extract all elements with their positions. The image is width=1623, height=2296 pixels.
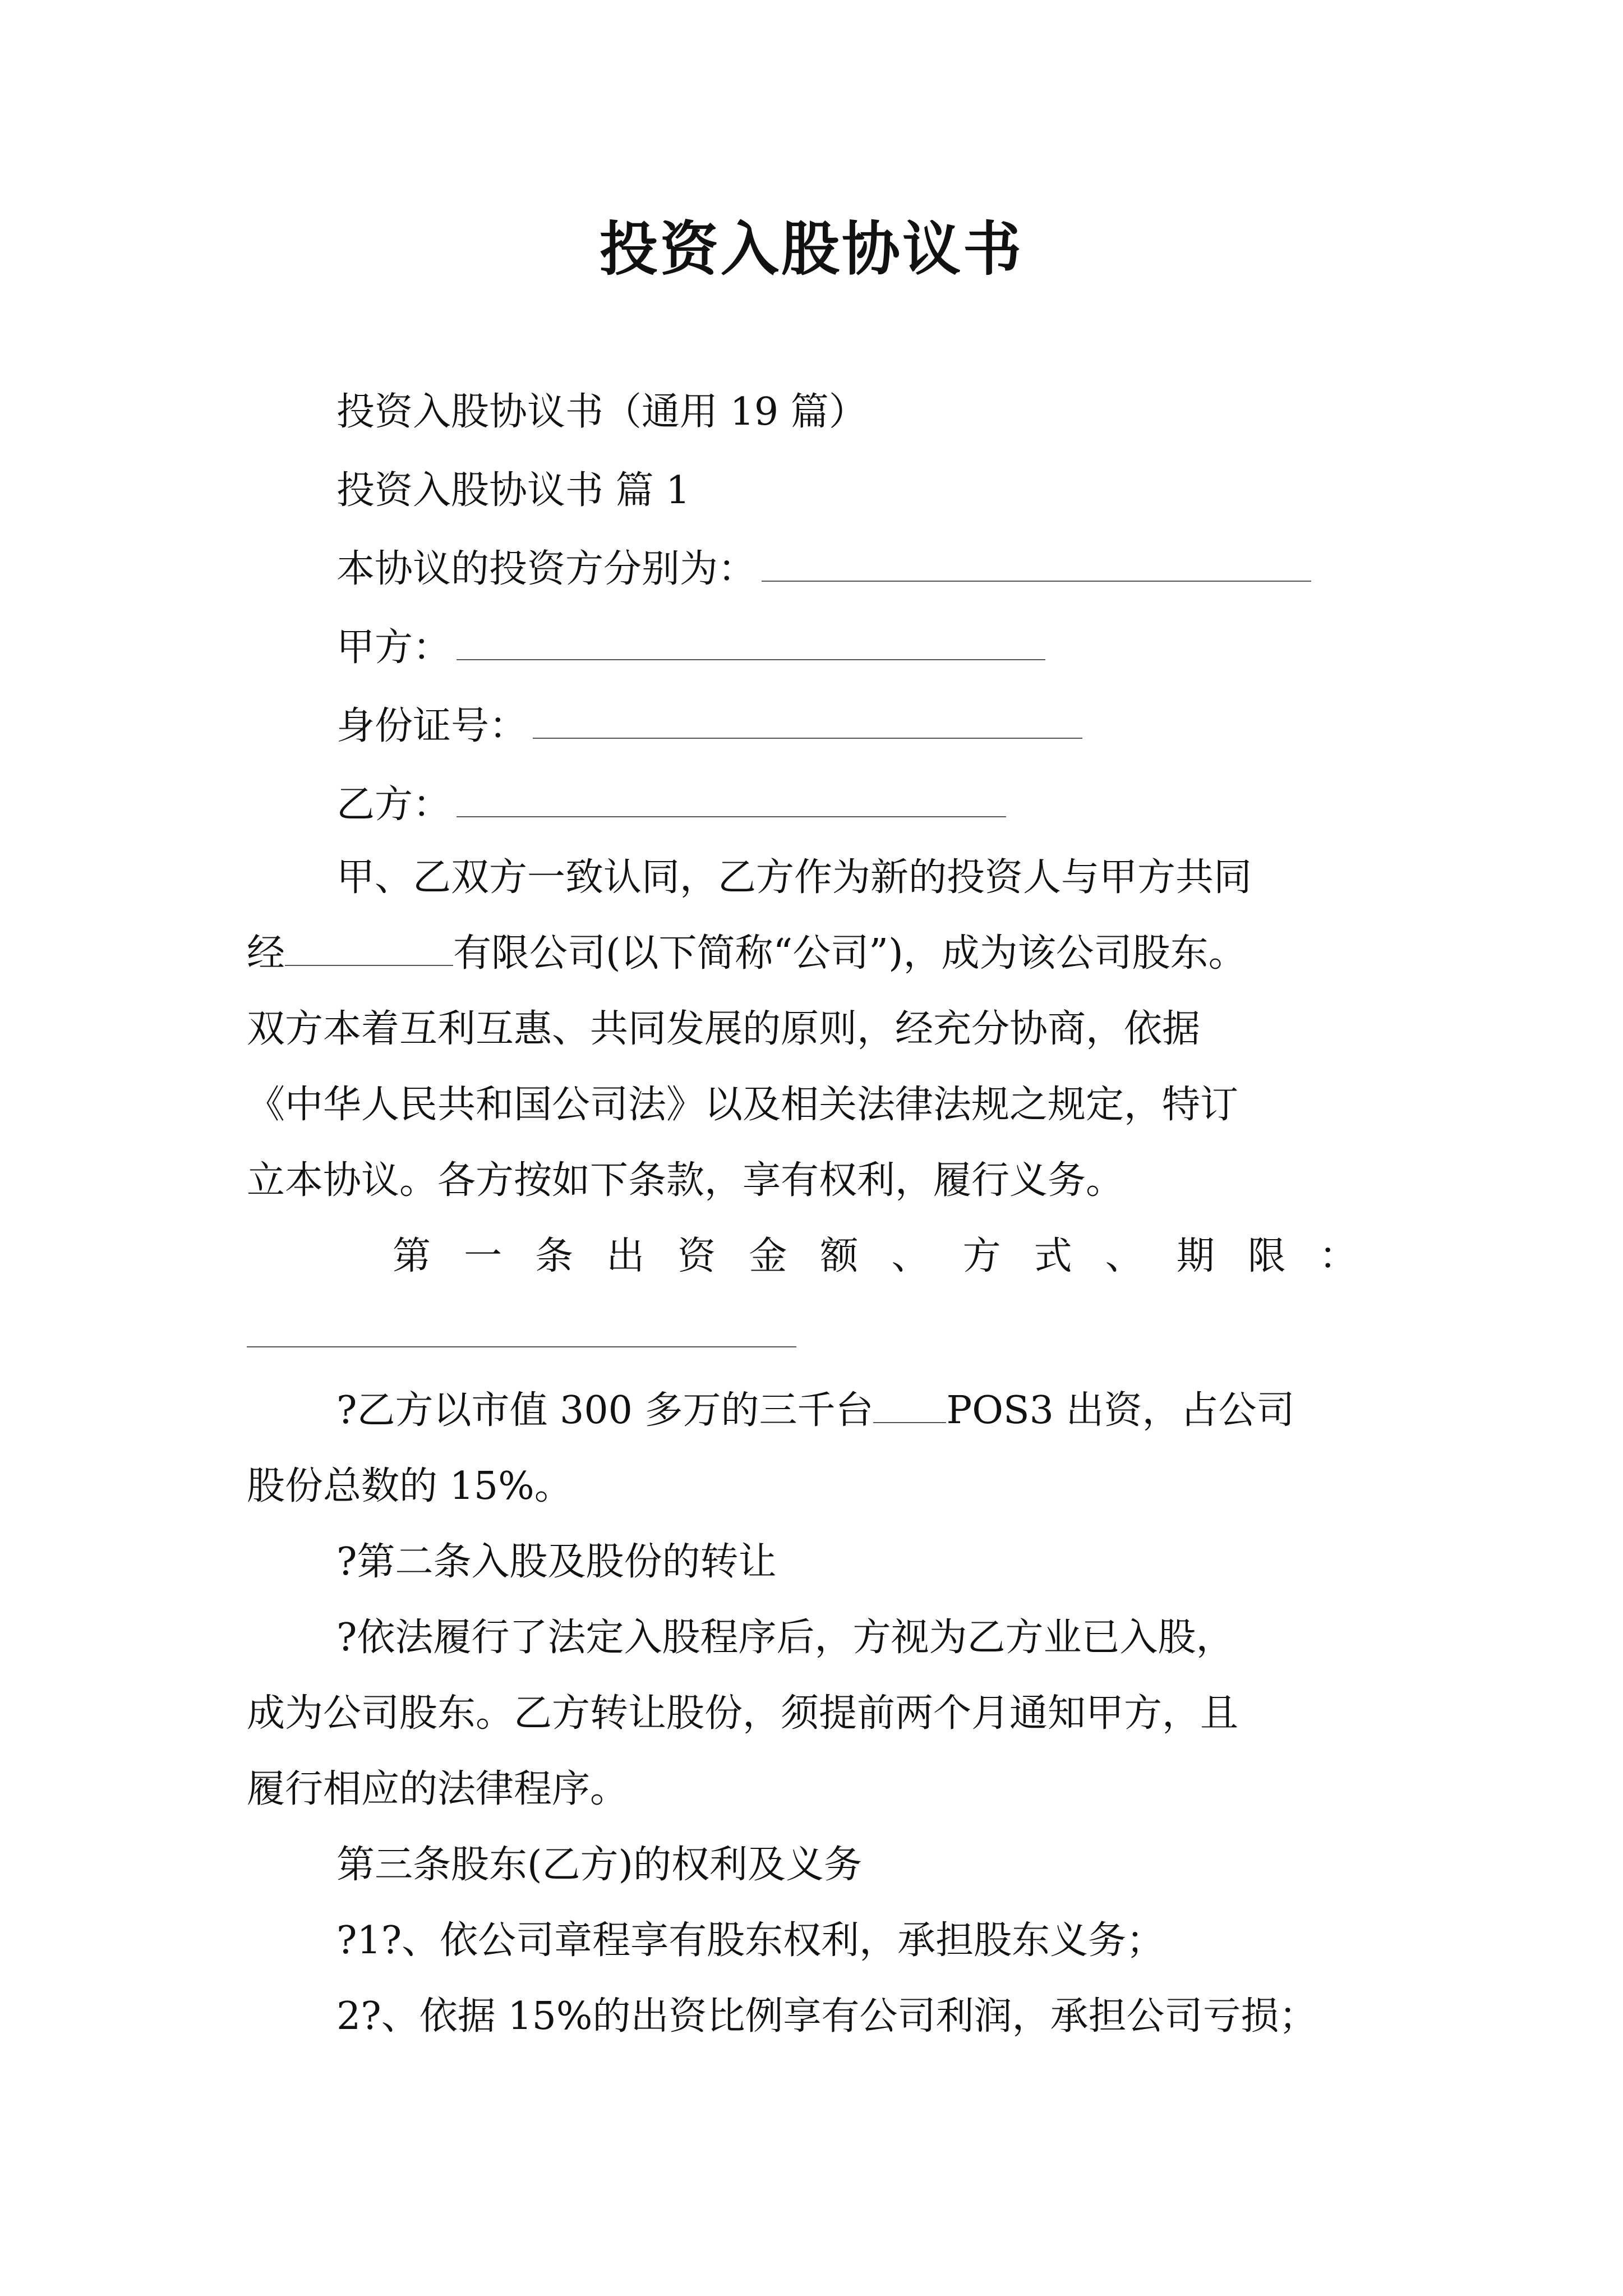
article3-item-2: 2?、依据 15%的出资比例享有公司利润，承担公司亏损； xyxy=(336,1994,1317,2039)
article1-body-end: POS3 出资，占公司 xyxy=(946,1388,1295,1433)
id-number-label: 身份证号： xyxy=(336,704,528,748)
intro-line-1: 甲、乙双方一致认同，乙方作为新的投资人与甲方共同 xyxy=(336,855,1252,900)
party-a-label: 甲方： xyxy=(336,625,451,670)
article1-blank-line xyxy=(247,1346,796,1347)
section-heading: 投资入股协议书 篇 1 xyxy=(336,468,690,513)
article2-body-line-1: ?依法履行了法定入股程序后，方视为乙方业已入股， xyxy=(336,1616,1234,1660)
article1-char: 条 xyxy=(535,1234,574,1278)
article2-body-line-2: 成为公司股东。乙方转让股份，须提前两个月通知甲方，且 xyxy=(247,1691,1239,1736)
article1-char: 、 xyxy=(891,1234,930,1278)
party-b-label: 乙方： xyxy=(336,783,451,827)
article1-char: 出 xyxy=(606,1234,645,1278)
party-b-line xyxy=(336,780,1006,830)
investors-blank xyxy=(762,546,1311,582)
party-a-blank xyxy=(457,624,1045,660)
pos-model-blank xyxy=(873,1387,946,1423)
subtitle: 投资入股协议书（通用 19 篇） xyxy=(336,390,867,434)
article1-char: 期 xyxy=(1176,1234,1215,1278)
article1-body-line-1 xyxy=(336,1386,1294,1436)
article1-char: 资 xyxy=(677,1234,716,1278)
article1-char: 第 xyxy=(393,1234,431,1278)
investors-label: 本协议的投资方分别为： xyxy=(336,547,757,591)
article1-char: 限 xyxy=(1247,1234,1286,1278)
article1-body-line-2: 股份总数的 15%。 xyxy=(247,1464,573,1508)
article3-item-1: ?1?、依公司章程享有股东权利，承担股东义务； xyxy=(336,1918,1165,1963)
intro-line-2 xyxy=(247,928,1247,979)
intro-line-2-end: 有限公司(以下简称“公司”)，成为该公司股东。 xyxy=(453,931,1247,976)
party-b-blank xyxy=(457,781,1006,817)
article1-char: 、 xyxy=(1105,1234,1144,1278)
article1-char: ： xyxy=(1318,1234,1357,1278)
article1-char: 方 xyxy=(962,1234,1001,1278)
intro-line-3: 双方本着互利互惠、共同发展的原则，经充分协商，依据 xyxy=(247,1007,1201,1051)
id-number-blank xyxy=(533,703,1082,739)
article1-char: 式 xyxy=(1034,1234,1072,1278)
intro-line-4: 《中华人民共和国公司法》以及相关法律法规之规定，特订 xyxy=(247,1083,1239,1127)
investors-line xyxy=(336,544,1311,595)
article3-heading: 第三条股东(乙方)的权利及义务 xyxy=(336,1843,863,1887)
article2-heading: ?第二条入股及股份的转让 xyxy=(336,1540,777,1584)
article1-body-start: ?乙方以市值 300 多万的三千台 xyxy=(336,1388,874,1433)
article1-heading xyxy=(393,1231,1357,1282)
article1-char: 额 xyxy=(820,1234,859,1278)
party-a-line xyxy=(336,623,1045,673)
intro-line-5: 立本协议。各方按如下条款，享有权利，履行义务。 xyxy=(247,1158,1124,1203)
article1-char: 金 xyxy=(749,1234,787,1278)
intro-line-2-start: 经 xyxy=(247,931,285,976)
id-number-line xyxy=(336,701,1082,752)
document-title: 投资入股协议书 xyxy=(599,215,1023,283)
company-name-blank xyxy=(285,930,453,966)
article1-char: 一 xyxy=(464,1234,502,1278)
article2-body-line-3: 履行相应的法律程序。 xyxy=(247,1767,629,1811)
